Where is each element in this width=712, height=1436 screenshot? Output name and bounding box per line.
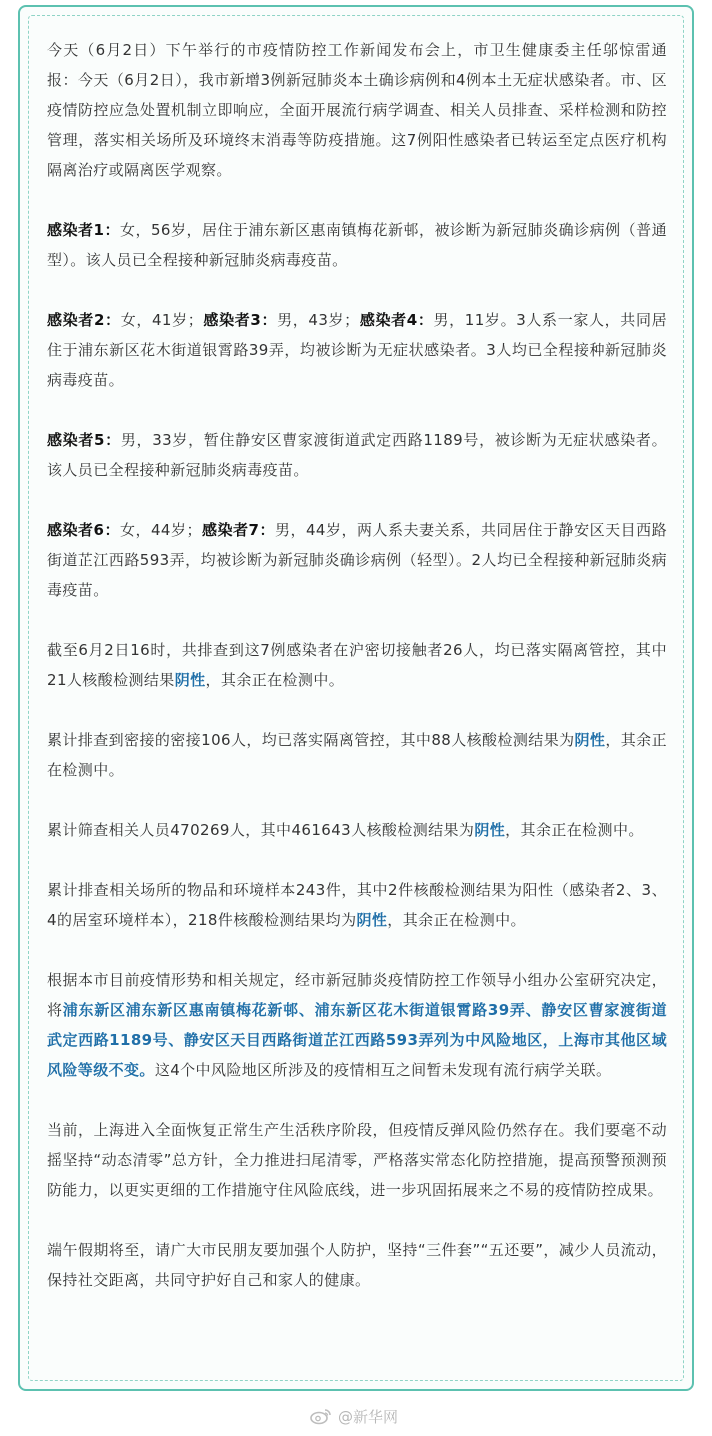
article-paragraph	[47, 1115, 667, 1205]
article-paragraph	[47, 1235, 667, 1295]
text-run: 截至6月2日16时，共排查到这7例感染者在沪密切接触者26人，均已落实隔离管控，其中21人核酸检测结果	[47, 641, 667, 689]
text-run: ，其余正在检测中。	[505, 821, 644, 839]
case-label: 感染者1：	[47, 221, 120, 239]
text-run: 这4个中风险地区所涉及的疫情相互之间暂未发现有流行病学关联。	[154, 1061, 612, 1079]
text-run: 女，44岁；	[119, 521, 202, 539]
article-paragraph	[47, 875, 667, 935]
case-label: 感染者2：	[47, 311, 121, 329]
weibo-icon	[310, 1407, 332, 1425]
text-run: 累计排查到密接的密接106人，均已落实隔离管控，其中88人核酸检测结果为	[47, 731, 575, 749]
case-label: 感染者3：	[203, 311, 278, 329]
negative-result-text: 阴性	[474, 821, 506, 839]
watermark	[310, 1404, 398, 1428]
article-paragraph	[47, 215, 667, 275]
text-run: 当前，上海进入全面恢复正常生产生活秩序阶段，但疫情反弹风险仍然存在。我们要毫不动摇坚持“动态清零”总方针，全力推进扫尾清零，严格落实常态化防控措施，提高预警预测预防能力，以更实更细的工作措施守住风险底线，进一步巩固拓展来之不易的疫情防控成果。	[47, 1121, 667, 1199]
article-paragraph	[47, 515, 667, 605]
text-run: ，其余正在检测中。	[205, 671, 345, 689]
article-paragraph	[47, 725, 667, 785]
case-label: 感染者4：	[359, 311, 434, 329]
case-label: 感染者5：	[47, 431, 121, 449]
article-paragraph	[47, 635, 667, 695]
text-run: ，其余正在检测中。	[387, 911, 526, 929]
article-paragraph	[47, 815, 667, 845]
text-run: ，其余正在检测中。	[47, 731, 667, 779]
text-run: 今天（6月2日）下午举行的市疫情防控工作新闻发布会上，市卫生健康委主任邬惊雷通报：今天（6月2日），我市新增3例新冠肺炎本土确诊病例和4例本土无症状感染者。市、区疫情防控应急处置机制立即响应，全面开展流行病学调查、相关人员排查、采样检测和防控管理，落实相关场所及环境终末消毒等防疫措施。这7例阳性感染者已转运至定点医疗机构隔离治疗或隔离医学观察。	[47, 41, 667, 179]
negative-result-text: 阴性	[574, 731, 606, 749]
text-run: 累计排查相关场所的物品和环境样本243件，其中2件核酸检测结果为阳性（感染者2、3、4的居室环境样本），218件核酸检测结果均为	[47, 881, 667, 929]
text-run: 根据本市目前疫情形势和相关规定，经市新冠肺炎疫情防控工作领导小组办公室研究决定，将	[47, 971, 667, 1019]
article-paragraph	[47, 35, 667, 185]
risk-area-highlight: 浦东新区浦东新区惠南镇梅花新邨、浦东新区花木街道银霄路39弄、静安区曹家渡街道武定西路1189号、静安区天目西路街道芷江西路593弄列为中风险地区，上海市其他区域风险等级不变。	[47, 1001, 667, 1079]
article-paragraph	[47, 305, 667, 395]
watermark-text: @新华网	[338, 1407, 399, 1426]
text-run: 累计筛查相关人员470269人，其中461643人核酸检测结果为	[47, 821, 475, 839]
case-label: 感染者6：	[47, 521, 120, 539]
article-body	[47, 35, 667, 1325]
article-paragraph	[47, 965, 667, 1085]
article-paragraph	[47, 425, 667, 485]
text-run: 女，56岁，居住于浦东新区惠南镇梅花新邨，被诊断为新冠肺炎确诊病例（普通型）。该人员已全程接种新冠肺炎病毒疫苗。	[47, 221, 668, 269]
negative-result-text: 阴性	[174, 671, 206, 689]
case-label: 感染者7：	[201, 521, 275, 539]
text-run: 男，11岁。3人系一家人，共同居住于浦东新区花木街道银霄路39弄，均被诊断为无症状感染者。3人均已全程接种新冠肺炎病毒疫苗。	[47, 311, 667, 389]
text-run: 男，44岁，两人系夫妻关系，共同居住于静安区天目西路街道芷江西路593弄，均被诊断为新冠肺炎确诊病例（轻型）。2人均已全程接种新冠肺炎病毒疫苗。	[47, 521, 667, 599]
negative-result-text: 阴性	[356, 911, 388, 929]
text-run: 女，41岁；	[120, 311, 204, 329]
text-run: 男，33岁，暂住静安区曹家渡街道武定西路1189号，被诊断为无症状感染者。该人员已全程接种新冠肺炎病毒疫苗。	[47, 431, 667, 479]
text-run: 端午假期将至，请广大市民朋友要加强个人防护，坚持“三件套”“五还要”，减少人员流动，保持社交距离，共同守护好自己和家人的健康。	[47, 1241, 667, 1289]
text-run: 男，43岁；	[277, 311, 360, 329]
